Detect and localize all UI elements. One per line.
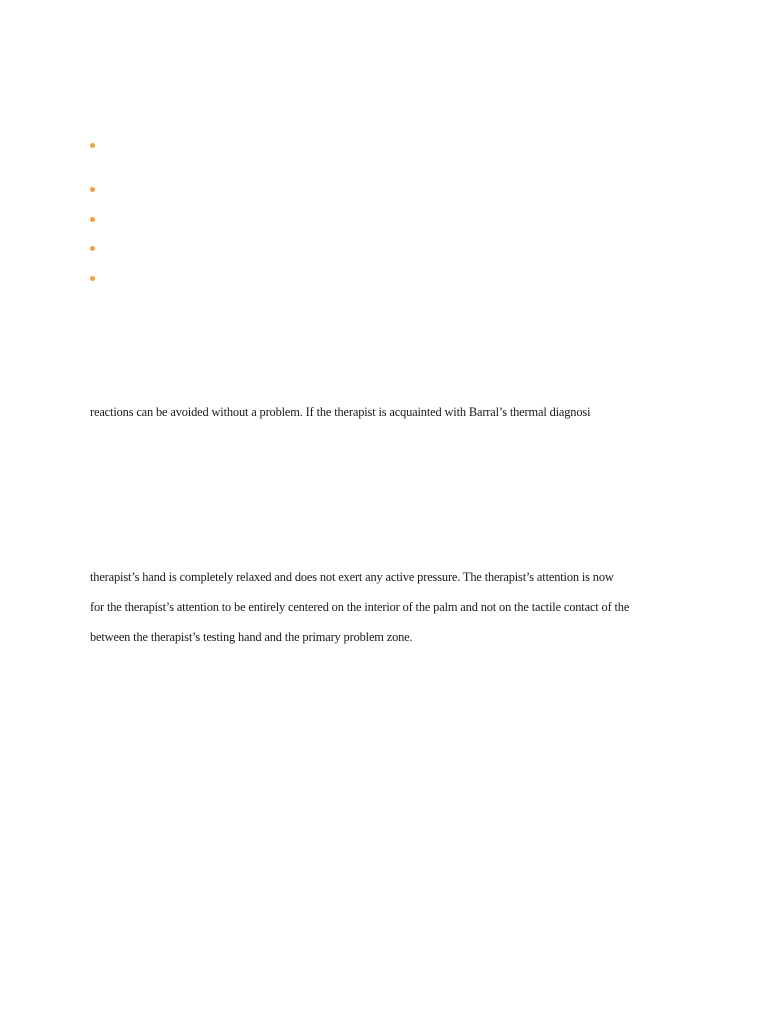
paragraph-1-line-1: reactions can be avoided without a problem. If the therapist is acquainted with Barral’s thermal diagnosi	[90, 405, 591, 419]
bullet-icon	[90, 246, 95, 251]
bullet-icon	[90, 276, 95, 281]
bullet-icon	[90, 143, 95, 148]
paragraph-2-line-3: between the therapist’s testing hand and the primary problem zone.	[90, 630, 413, 644]
paragraph-2-line-2: for the therapist’s attention to be entirely centered on the interior of the palm and not on the tactile contact of the	[90, 600, 630, 614]
bullet-icon	[90, 217, 95, 222]
bullet-icon	[90, 187, 95, 192]
paragraph-2-line-1: therapist’s hand is completely relaxed and does not exert any active pressure. The therapist’s attention is now	[90, 570, 614, 584]
